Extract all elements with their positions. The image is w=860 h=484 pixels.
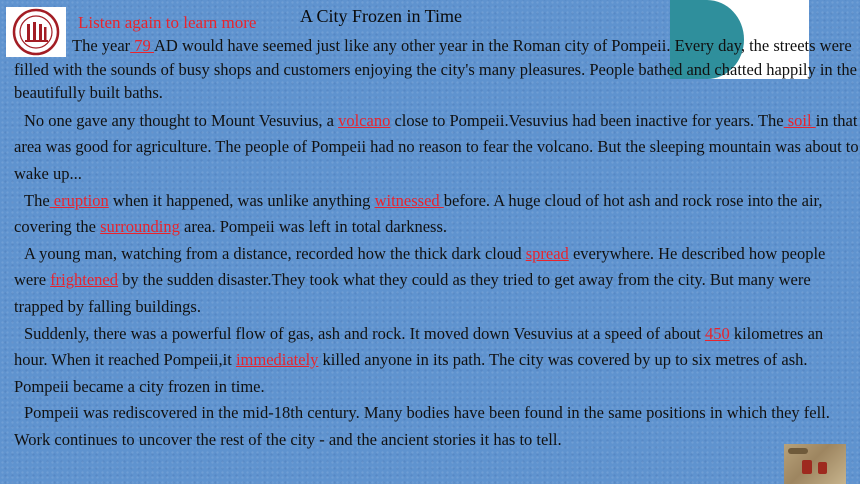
reading-passage [14, 34, 860, 454]
paragraph-text: in that area was good for agriculture. The people of Pompeii had no reason to fear the volcano. But the sleeping mountain was about to wake up... [14, 110, 859, 183]
paragraph-text: by the sudden disaster.They took what they could as they tried to get away from the city. But many were trapped by falling buildings. [14, 270, 811, 316]
answer-blank[interactable]: frightened [50, 270, 118, 290]
paragraph-text: kilometres an hour. When it reached Pompeii,it [14, 323, 824, 370]
answer-blank[interactable]: surrounding [100, 217, 180, 237]
page-title: A City Frozen in Time [300, 6, 463, 26]
paragraph-1 [14, 34, 860, 105]
paragraph-text: close to Pompeii.Vesuvius had been inactive for years. The [390, 110, 784, 130]
answer-blank[interactable]: soil [783, 110, 816, 130]
paragraph-3 [14, 188, 860, 241]
paragraph-text: area. Pompeii was left in total darkness. [179, 217, 448, 237]
answer-blank[interactable]: spread [525, 243, 569, 263]
answer-blank[interactable]: immediately [235, 350, 319, 370]
paragraph-text: when it happened, was unlike anything [108, 190, 375, 210]
answer-blank[interactable]: witnessed [374, 190, 444, 210]
paragraph-2 [14, 108, 860, 188]
listen-again-link[interactable]: Listen again to learn more [78, 13, 257, 32]
paragraph-text: killed anyone in its path. The city was covered by up to six metres of ash. Pompeii became a city frozen in time. [14, 350, 808, 396]
paragraph-6 [14, 400, 860, 453]
paragraph-text: No one gave any thought to Mount Vesuvius, a [24, 110, 339, 130]
answer-blank[interactable]: eruption [49, 190, 109, 210]
paragraph-text: everywhere. He described how people were [14, 243, 826, 290]
paragraph-text: The [24, 190, 50, 210]
paragraph-text: AD would have seemed just like any other year in the Roman city of Pompeii. Every day, the streets were filled with the sounds of busy shops and customers enjoying the city's many pleasures. People bathed and chatted happily in the beautifully built baths. [14, 36, 857, 103]
paragraph-text: The year [72, 36, 131, 55]
paragraph-5 [14, 321, 860, 401]
paragraph-text: Pompeii was rediscovered in the mid-18th century. Many bodies have been found in the same positions in which they fell. Work continues to uncover the rest of the city - and the ancient stories it has to tell. [14, 403, 830, 449]
paragraph-text: before. A huge cloud of hot ash and rock rose into the air, covering the [14, 190, 823, 237]
answer-blank[interactable]: 79 [130, 36, 155, 55]
paragraph-text: A young man, watching from a distance, recorded how the thick dark cloud [24, 243, 526, 263]
answer-blank[interactable]: 450 [704, 323, 730, 343]
paragraph-text: Suddenly, there was a powerful flow of gas, ash and rock. It moved down Vesuvius at a speed of about [24, 323, 705, 343]
corner-picture [784, 444, 846, 484]
answer-blank[interactable]: volcano [338, 110, 391, 130]
paragraph-4 [14, 241, 860, 321]
